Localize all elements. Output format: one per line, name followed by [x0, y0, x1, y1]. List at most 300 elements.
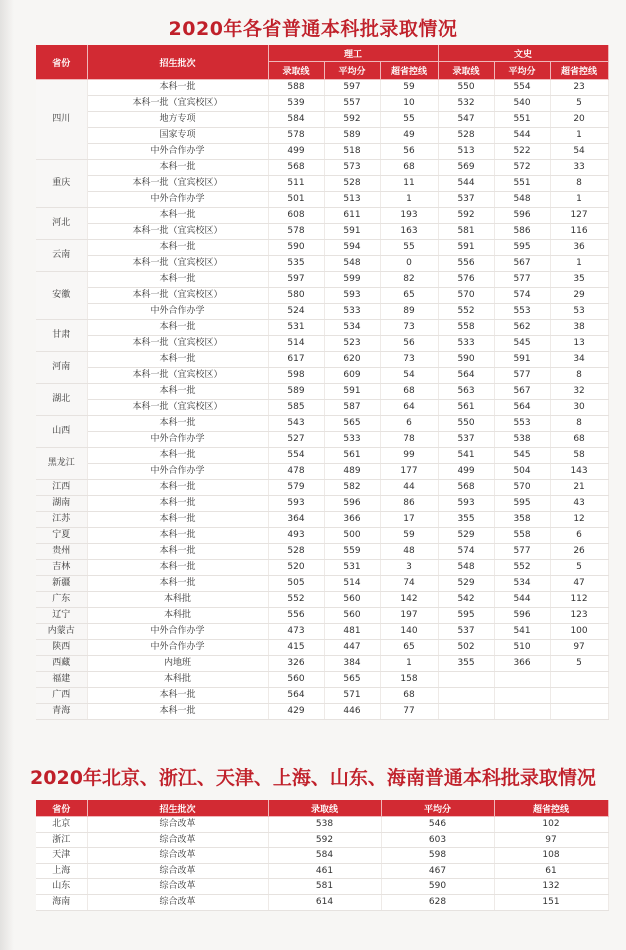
- batch-cell: 本科一批: [87, 688, 268, 704]
- arts-over-cell: [550, 704, 608, 720]
- science-avg-cell: 592: [324, 112, 380, 128]
- arts-over-cell: 33: [550, 160, 608, 176]
- province-cell: 甘肃: [36, 320, 87, 352]
- table1-title: 2020年各省普通本科批录取情况: [168, 18, 458, 40]
- table-row: [36, 368, 608, 384]
- science-avg-cell: 594: [324, 240, 380, 256]
- science-cutoff-cell: 531: [268, 320, 324, 336]
- science-avg-cell: 560: [324, 592, 380, 608]
- batch-cell: 本科批: [87, 608, 268, 624]
- science-cutoff-cell: 511: [268, 176, 324, 192]
- arts-over-cell: 123: [550, 608, 608, 624]
- province-cell: 福建: [36, 672, 87, 688]
- science-avg-cell: 597: [324, 80, 380, 96]
- science-cutoff-cell: 520: [268, 560, 324, 576]
- science-cutoff-cell: 584: [268, 112, 324, 128]
- table-row: [36, 112, 608, 128]
- science-avg-cell: 611: [324, 208, 380, 224]
- batch-cell: 本科一批（宜宾校区）: [87, 336, 268, 352]
- arts-over-cell: 100: [550, 624, 608, 640]
- arts-avg-cell: 504: [494, 464, 550, 480]
- arts-avg-cell: 577: [494, 544, 550, 560]
- arts-avg-cell: 586: [494, 224, 550, 240]
- province-cell: 重庆: [36, 160, 87, 208]
- batch-cell: 本科一批（宜宾校区）: [87, 176, 268, 192]
- science-cutoff-cell: 589: [268, 384, 324, 400]
- batch-cell: 本科一批: [87, 544, 268, 560]
- cutoff-cell: 461: [268, 863, 381, 879]
- science-avg-cell: 528: [324, 176, 380, 192]
- province-cell: 湖南: [36, 496, 87, 512]
- batch-cell: 本科一批: [87, 272, 268, 288]
- science-cutoff-cell: 501: [268, 192, 324, 208]
- batch-cell: 本科一批: [87, 448, 268, 464]
- batch-cell: 本科一批: [87, 240, 268, 256]
- province-cell: 云南: [36, 240, 87, 272]
- t2-header-avg: 平均分: [381, 800, 494, 817]
- batch-cell: 本科一批（宜宾校区）: [87, 256, 268, 272]
- table1-body: [36, 80, 608, 720]
- science-cutoff-cell: 473: [268, 624, 324, 640]
- batch-cell: 本科一批: [87, 496, 268, 512]
- science-over-cell: 1: [380, 192, 438, 208]
- arts-cutoff-cell: 576: [438, 272, 494, 288]
- science-avg-cell: 565: [324, 672, 380, 688]
- arts-cutoff-cell: 550: [438, 80, 494, 96]
- science-avg-cell: 593: [324, 288, 380, 304]
- province-cell: 安徽: [36, 272, 87, 320]
- arts-cutoff-cell: 499: [438, 464, 494, 480]
- science-over-cell: 55: [380, 240, 438, 256]
- science-cutoff-cell: 552: [268, 592, 324, 608]
- arts-cutoff-cell: 533: [438, 336, 494, 352]
- arts-over-cell: 8: [550, 176, 608, 192]
- table-row: [36, 560, 608, 576]
- arts-over-cell: 53: [550, 304, 608, 320]
- cutoff-cell: 538: [268, 817, 381, 833]
- science-avg-cell: 518: [324, 144, 380, 160]
- province-cell: 江西: [36, 480, 87, 496]
- arts-cutoff-cell: 544: [438, 176, 494, 192]
- science-avg-cell: 533: [324, 432, 380, 448]
- table-row: [36, 336, 608, 352]
- arts-avg-cell: 510: [494, 640, 550, 656]
- science-over-cell: 78: [380, 432, 438, 448]
- arts-avg-cell: 567: [494, 384, 550, 400]
- arts-cutoff-cell: 581: [438, 224, 494, 240]
- batch-cell: 综合改革: [87, 817, 268, 833]
- arts-over-cell: 34: [550, 352, 608, 368]
- arts-avg-cell: 544: [494, 592, 550, 608]
- arts-cutoff-cell: 564: [438, 368, 494, 384]
- science-over-cell: 1: [380, 656, 438, 672]
- t2-header-province: 省份: [36, 800, 87, 817]
- arts-cutoff-cell: 592: [438, 208, 494, 224]
- science-over-cell: 10: [380, 96, 438, 112]
- science-over-cell: 59: [380, 528, 438, 544]
- arts-avg-cell: 596: [494, 608, 550, 624]
- science-cutoff-cell: 535: [268, 256, 324, 272]
- arts-over-cell: 1: [550, 256, 608, 272]
- arts-over-cell: 13: [550, 336, 608, 352]
- over-cell: 151: [494, 894, 608, 910]
- arts-avg-cell: 577: [494, 272, 550, 288]
- science-avg-cell: 620: [324, 352, 380, 368]
- science-over-cell: 77: [380, 704, 438, 720]
- arts-cutoff-cell: 541: [438, 448, 494, 464]
- t2-header-cutoff: 录取线: [268, 800, 381, 817]
- science-avg-cell: 599: [324, 272, 380, 288]
- province-cell: 陕西: [36, 640, 87, 656]
- arts-over-cell: 116: [550, 224, 608, 240]
- table-row: [36, 528, 608, 544]
- table-row: [36, 224, 608, 240]
- science-avg-cell: 533: [324, 304, 380, 320]
- table-row: [36, 496, 608, 512]
- province-cell: 浙江: [36, 832, 87, 848]
- arts-over-cell: 6: [550, 528, 608, 544]
- province-cell: 新疆: [36, 576, 87, 592]
- province-cell: 贵州: [36, 544, 87, 560]
- science-over-cell: 73: [380, 352, 438, 368]
- science-cutoff-cell: 514: [268, 336, 324, 352]
- science-avg-cell: 534: [324, 320, 380, 336]
- science-over-cell: 17: [380, 512, 438, 528]
- batch-cell: 内地班: [87, 656, 268, 672]
- province-cell: 宁夏: [36, 528, 87, 544]
- science-over-cell: 82: [380, 272, 438, 288]
- province-cell: 广东: [36, 592, 87, 608]
- provincial-admission-table: [36, 45, 609, 720]
- table-row: [36, 96, 608, 112]
- batch-cell: 本科一批: [87, 384, 268, 400]
- province-cell: 四川: [36, 80, 87, 160]
- batch-cell: 中外合作办学: [87, 624, 268, 640]
- header-arts-over: 超省控线: [550, 62, 608, 80]
- table-row: [36, 863, 608, 879]
- science-over-cell: 65: [380, 288, 438, 304]
- province-cell: 辽宁: [36, 608, 87, 624]
- science-cutoff-cell: 588: [268, 80, 324, 96]
- table-row: [36, 656, 608, 672]
- science-avg-cell: 366: [324, 512, 380, 528]
- arts-avg-cell: 551: [494, 176, 550, 192]
- arts-cutoff-cell: 552: [438, 304, 494, 320]
- science-cutoff-cell: 578: [268, 128, 324, 144]
- arts-cutoff-cell: 547: [438, 112, 494, 128]
- science-cutoff-cell: 585: [268, 400, 324, 416]
- header-arts-avg: 平均分: [494, 62, 550, 80]
- over-cell: 102: [494, 817, 608, 833]
- table-row: [36, 704, 608, 720]
- arts-avg-cell: [494, 688, 550, 704]
- science-avg-cell: 446: [324, 704, 380, 720]
- science-cutoff-cell: 617: [268, 352, 324, 368]
- province-cell: 上海: [36, 863, 87, 879]
- table-row: [36, 320, 608, 336]
- arts-avg-cell: 572: [494, 160, 550, 176]
- header-science-over: 超省控线: [380, 62, 438, 80]
- arts-avg-cell: 534: [494, 576, 550, 592]
- arts-over-cell: [550, 688, 608, 704]
- science-avg-cell: 447: [324, 640, 380, 656]
- science-over-cell: 99: [380, 448, 438, 464]
- arts-cutoff-cell: 502: [438, 640, 494, 656]
- science-over-cell: 68: [380, 160, 438, 176]
- science-over-cell: 142: [380, 592, 438, 608]
- province-cell: 湖北: [36, 384, 87, 416]
- science-cutoff-cell: 554: [268, 448, 324, 464]
- arts-avg-cell: 596: [494, 208, 550, 224]
- arts-avg-cell: [494, 704, 550, 720]
- table-row: [36, 448, 608, 464]
- arts-cutoff-cell: 537: [438, 192, 494, 208]
- arts-cutoff-cell: 537: [438, 624, 494, 640]
- science-over-cell: 193: [380, 208, 438, 224]
- science-cutoff-cell: 528: [268, 544, 324, 560]
- table-row: [36, 688, 608, 704]
- science-cutoff-cell: 560: [268, 672, 324, 688]
- arts-cutoff-cell: [438, 688, 494, 704]
- arts-over-cell: 30: [550, 400, 608, 416]
- science-cutoff-cell: 568: [268, 160, 324, 176]
- arts-cutoff-cell: 568: [438, 480, 494, 496]
- science-over-cell: 56: [380, 144, 438, 160]
- science-cutoff-cell: 556: [268, 608, 324, 624]
- arts-avg-cell: 548: [494, 192, 550, 208]
- table-row: [36, 400, 608, 416]
- arts-avg-cell: 544: [494, 128, 550, 144]
- arts-cutoff-cell: 556: [438, 256, 494, 272]
- arts-cutoff-cell: 355: [438, 656, 494, 672]
- arts-cutoff-cell: 537: [438, 432, 494, 448]
- science-avg-cell: 384: [324, 656, 380, 672]
- arts-over-cell: 68: [550, 432, 608, 448]
- batch-cell: 本科一批: [87, 160, 268, 176]
- arts-avg-cell: 358: [494, 512, 550, 528]
- batch-cell: 本科一批: [87, 704, 268, 720]
- table2-body: [36, 817, 608, 911]
- arts-avg-cell: 570: [494, 480, 550, 496]
- arts-over-cell: 35: [550, 272, 608, 288]
- science-avg-cell: 559: [324, 544, 380, 560]
- arts-over-cell: 5: [550, 656, 608, 672]
- arts-cutoff-cell: 550: [438, 416, 494, 432]
- batch-cell: 本科一批（宜宾校区）: [87, 368, 268, 384]
- arts-cutoff-cell: 529: [438, 576, 494, 592]
- arts-cutoff-cell: 590: [438, 352, 494, 368]
- arts-over-cell: 127: [550, 208, 608, 224]
- arts-over-cell: 5: [550, 96, 608, 112]
- science-avg-cell: 596: [324, 496, 380, 512]
- science-avg-cell: 571: [324, 688, 380, 704]
- batch-cell: 国家专项: [87, 128, 268, 144]
- table-row: [36, 272, 608, 288]
- batch-cell: 中外合作办学: [87, 464, 268, 480]
- science-cutoff-cell: 415: [268, 640, 324, 656]
- table-row: [36, 480, 608, 496]
- table-row: [36, 544, 608, 560]
- province-cell: 广西: [36, 688, 87, 704]
- table-row: [36, 256, 608, 272]
- header-science: 理工: [268, 45, 438, 62]
- science-avg-cell: 557: [324, 96, 380, 112]
- batch-cell: 本科一批: [87, 512, 268, 528]
- avg-cell: 590: [381, 879, 494, 895]
- science-cutoff-cell: 580: [268, 288, 324, 304]
- arts-avg-cell: 595: [494, 496, 550, 512]
- province-cell: 江苏: [36, 512, 87, 528]
- arts-cutoff-cell: 574: [438, 544, 494, 560]
- science-over-cell: 68: [380, 384, 438, 400]
- arts-avg-cell: 545: [494, 336, 550, 352]
- science-avg-cell: 523: [324, 336, 380, 352]
- arts-avg-cell: 545: [494, 448, 550, 464]
- arts-avg-cell: [494, 672, 550, 688]
- science-cutoff-cell: 539: [268, 96, 324, 112]
- arts-cutoff-cell: 593: [438, 496, 494, 512]
- arts-over-cell: 143: [550, 464, 608, 480]
- science-cutoff-cell: 590: [268, 240, 324, 256]
- science-avg-cell: 548: [324, 256, 380, 272]
- header-arts-cutoff: 录取线: [438, 62, 494, 80]
- batch-cell: 本科批: [87, 592, 268, 608]
- science-over-cell: 68: [380, 688, 438, 704]
- arts-cutoff-cell: 563: [438, 384, 494, 400]
- science-cutoff-cell: 499: [268, 144, 324, 160]
- science-avg-cell: 481: [324, 624, 380, 640]
- science-cutoff-cell: 429: [268, 704, 324, 720]
- arts-over-cell: 26: [550, 544, 608, 560]
- arts-avg-cell: 553: [494, 416, 550, 432]
- arts-cutoff-cell: 558: [438, 320, 494, 336]
- arts-over-cell: [550, 672, 608, 688]
- science-over-cell: 56: [380, 336, 438, 352]
- table-row: [36, 80, 608, 96]
- science-avg-cell: 561: [324, 448, 380, 464]
- arts-over-cell: 38: [550, 320, 608, 336]
- science-avg-cell: 573: [324, 160, 380, 176]
- science-avg-cell: 587: [324, 400, 380, 416]
- arts-over-cell: 1: [550, 128, 608, 144]
- arts-over-cell: 47: [550, 576, 608, 592]
- batch-cell: 本科一批: [87, 560, 268, 576]
- province-cell: 河北: [36, 208, 87, 240]
- province-cell: 内蒙古: [36, 624, 87, 640]
- batch-cell: 本科一批（宜宾校区）: [87, 224, 268, 240]
- header-province: 省份: [36, 45, 87, 80]
- science-over-cell: 177: [380, 464, 438, 480]
- arts-over-cell: 8: [550, 416, 608, 432]
- avg-cell: 598: [381, 848, 494, 864]
- batch-cell: 本科一批（宜宾校区）: [87, 400, 268, 416]
- arts-over-cell: 5: [550, 560, 608, 576]
- province-cell: 吉林: [36, 560, 87, 576]
- table-row: [36, 592, 608, 608]
- province-cell: 西藏: [36, 656, 87, 672]
- header-batch: 招生批次: [87, 45, 268, 80]
- arts-over-cell: 20: [550, 112, 608, 128]
- province-cell: 北京: [36, 817, 87, 833]
- arts-avg-cell: 541: [494, 624, 550, 640]
- province-cell: 山东: [36, 879, 87, 895]
- arts-cutoff-cell: 528: [438, 128, 494, 144]
- science-cutoff-cell: 579: [268, 480, 324, 496]
- arts-avg-cell: 554: [494, 80, 550, 96]
- batch-cell: 地方专项: [87, 112, 268, 128]
- batch-cell: 中外合作办学: [87, 640, 268, 656]
- arts-avg-cell: 564: [494, 400, 550, 416]
- table-row: [36, 464, 608, 480]
- science-avg-cell: 591: [324, 384, 380, 400]
- science-cutoff-cell: 527: [268, 432, 324, 448]
- science-cutoff-cell: 505: [268, 576, 324, 592]
- science-over-cell: 86: [380, 496, 438, 512]
- science-over-cell: 44: [380, 480, 438, 496]
- table-row: [36, 144, 608, 160]
- batch-cell: 综合改革: [87, 863, 268, 879]
- arts-over-cell: 43: [550, 496, 608, 512]
- table-row: [36, 288, 608, 304]
- science-avg-cell: 513: [324, 192, 380, 208]
- arts-avg-cell: 553: [494, 304, 550, 320]
- avg-cell: 603: [381, 832, 494, 848]
- cutoff-cell: 614: [268, 894, 381, 910]
- science-over-cell: 89: [380, 304, 438, 320]
- batch-cell: 综合改革: [87, 894, 268, 910]
- cutoff-cell: 592: [268, 832, 381, 848]
- science-avg-cell: 560: [324, 608, 380, 624]
- page-edge-shadow: [0, 0, 14, 950]
- header-science-avg: 平均分: [324, 62, 380, 80]
- science-over-cell: 0: [380, 256, 438, 272]
- science-cutoff-cell: 608: [268, 208, 324, 224]
- arts-cutoff-cell: 595: [438, 608, 494, 624]
- batch-cell: 本科一批（宜宾校区）: [87, 288, 268, 304]
- arts-avg-cell: 552: [494, 560, 550, 576]
- batch-cell: 本科一批: [87, 320, 268, 336]
- arts-cutoff-cell: 529: [438, 528, 494, 544]
- table-row: [36, 848, 608, 864]
- science-over-cell: 49: [380, 128, 438, 144]
- science-avg-cell: 591: [324, 224, 380, 240]
- arts-over-cell: 8: [550, 368, 608, 384]
- arts-over-cell: 54: [550, 144, 608, 160]
- arts-avg-cell: 567: [494, 256, 550, 272]
- batch-cell: 本科一批: [87, 80, 268, 96]
- science-cutoff-cell: 597: [268, 272, 324, 288]
- table-row: [36, 817, 608, 833]
- header-science-cutoff: 录取线: [268, 62, 324, 80]
- science-over-cell: 65: [380, 640, 438, 656]
- batch-cell: 本科批: [87, 672, 268, 688]
- science-cutoff-cell: 543: [268, 416, 324, 432]
- arts-avg-cell: 540: [494, 96, 550, 112]
- table-row: [36, 894, 608, 910]
- science-cutoff-cell: 524: [268, 304, 324, 320]
- province-cell: 河南: [36, 352, 87, 384]
- arts-avg-cell: 551: [494, 112, 550, 128]
- arts-cutoff-cell: 591: [438, 240, 494, 256]
- batch-cell: 本科一批: [87, 416, 268, 432]
- table-row: [36, 240, 608, 256]
- science-over-cell: 3: [380, 560, 438, 576]
- avg-cell: 628: [381, 894, 494, 910]
- avg-cell: 467: [381, 863, 494, 879]
- table-row: [36, 352, 608, 368]
- science-avg-cell: 514: [324, 576, 380, 592]
- science-over-cell: 140: [380, 624, 438, 640]
